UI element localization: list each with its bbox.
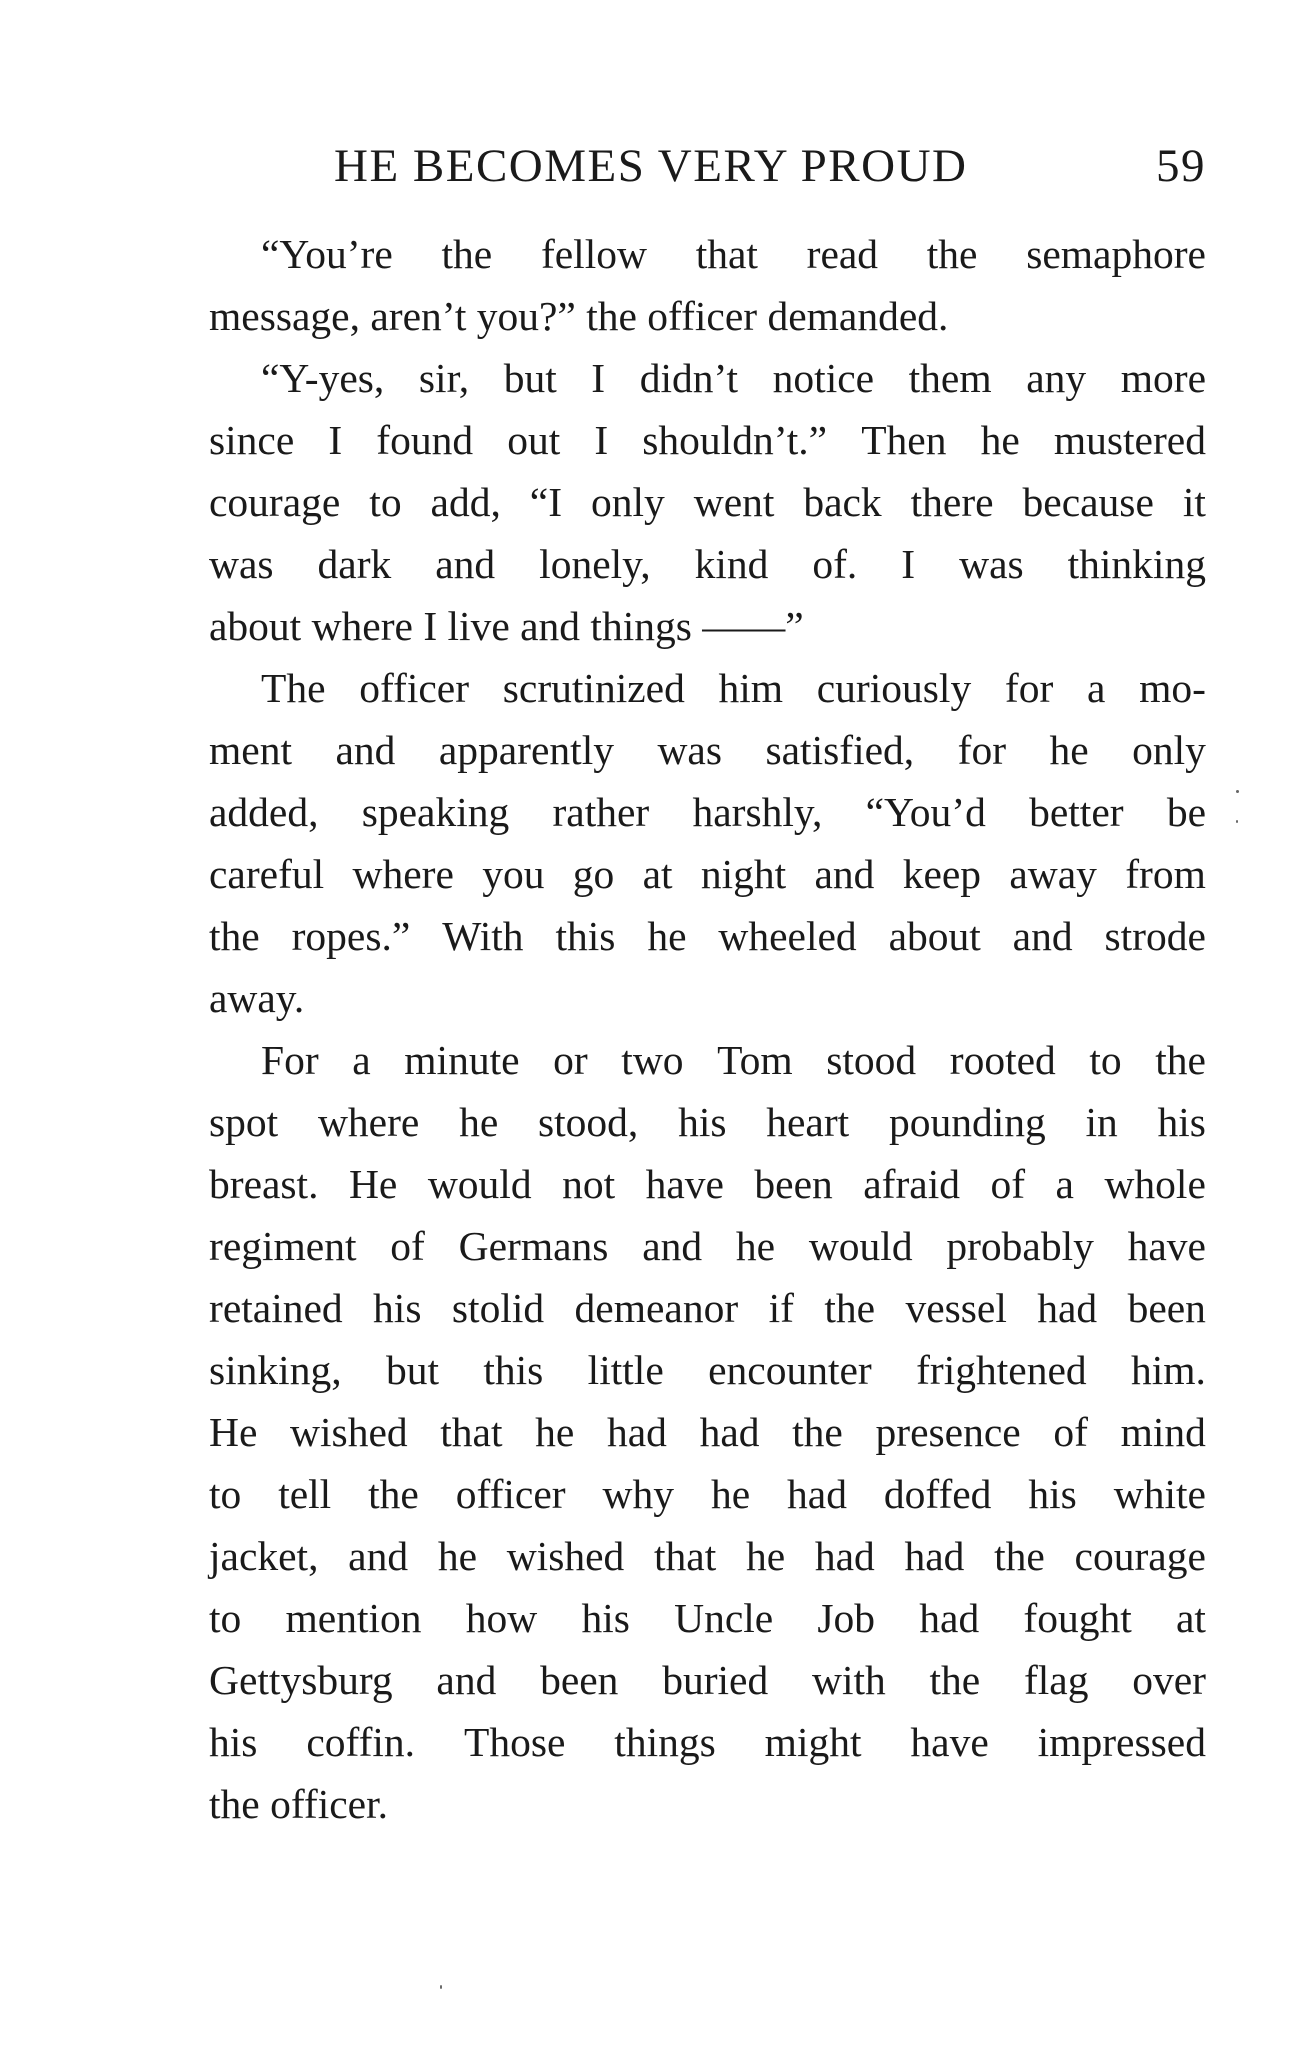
text-line: added, speaking rather harshly, “You’d better be — [209, 789, 1206, 835]
text-line: about where I live and things ——” — [209, 603, 804, 649]
page-number: 59 — [1156, 140, 1206, 192]
text-line: careful where you go at night and keep away from — [209, 851, 1206, 897]
text-line: regiment of Germans and he would probably have — [209, 1223, 1206, 1269]
text-line: retained his stolid demeanor if the vessel had been — [209, 1285, 1206, 1331]
text-line: Gettysburg and been buried with the flag over — [209, 1657, 1206, 1703]
page-header — [334, 138, 1206, 194]
paragraph — [209, 657, 1206, 1029]
paragraph — [209, 1029, 1206, 1835]
text-line: was dark and lonely, kind of. I was thinking — [209, 541, 1206, 587]
text-line: He wished that he had had the presence of mind — [209, 1409, 1206, 1455]
text-line: breast. He would not have been afraid of a whole — [209, 1161, 1206, 1207]
print-speck — [1236, 790, 1239, 793]
text-line: his coffin. Those things might have impressed — [209, 1719, 1206, 1765]
body-text — [209, 223, 1206, 1835]
running-title: HE BECOMES VERY PROUD — [334, 140, 968, 192]
text-line: “You’re the fellow that read the semaphore — [261, 231, 1206, 277]
print-speck — [440, 1985, 442, 1989]
text-line: since I found out I shouldn’t.” Then he mustered — [209, 417, 1206, 463]
text-line: “Y-yes, sir, but I didn’t notice them any more — [261, 355, 1206, 401]
paragraph — [209, 347, 1206, 657]
text-line: message, aren’t you?” the officer demanded. — [209, 293, 949, 339]
text-line: courage to add, “I only went back there because it — [209, 479, 1206, 525]
text-line: the ropes.” With this he wheeled about and strode — [209, 913, 1206, 959]
text-line: ment and apparently was satisfied, for he only — [209, 727, 1206, 773]
text-line: jacket, and he wished that he had had the courage — [209, 1533, 1206, 1579]
print-speck — [1236, 820, 1238, 823]
paragraph — [209, 223, 1206, 347]
text-line: sinking, but this little encounter frightened him. — [209, 1347, 1206, 1393]
text-line: to tell the officer why he had doffed his white — [209, 1471, 1206, 1517]
text-line: the officer. — [209, 1781, 388, 1827]
text-line: spot where he stood, his heart pounding in his — [209, 1099, 1206, 1145]
text-line: The officer scrutinized him curiously for a mo- — [261, 665, 1206, 711]
text-line: to mention how his Uncle Job had fought at — [209, 1595, 1206, 1641]
text-line: away. — [209, 975, 305, 1021]
text-line: For a minute or two Tom stood rooted to the — [261, 1037, 1206, 1083]
